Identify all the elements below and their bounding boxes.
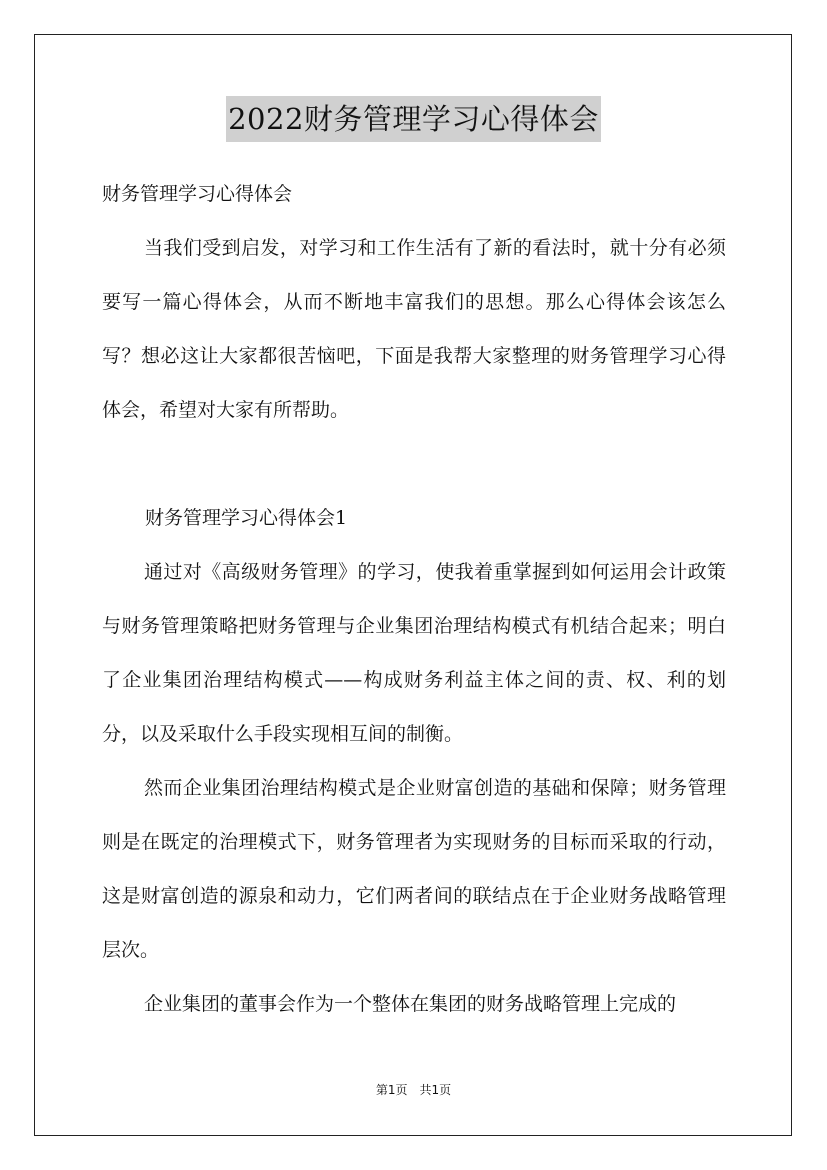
section-heading: 财务管理学习心得体会1: [145, 507, 348, 529]
intro-heading: 财务管理学习心得体会: [102, 183, 293, 205]
body-paragraph-3: 企业集团的董事会作为一个整体在集团的财务战略管理上完成的: [144, 993, 677, 1015]
intro-paragraph: 当我们受到启发，对学习和工作生活有了新的看法时，就十分有必须要写一篇心得体会，从而不断地丰富我们的思想。那么心得体会该怎么写？想必这让大家都很苦恼吧，下面是我帮大家整理的财务管理学习心得体会，希望对大家有所帮助。: [102, 237, 726, 421]
body-paragraph-2: 然而企业集团治理结构模式是企业财富创造的基础和保障；财务管理则是在既定的治理模式下，财务管理者为实现财务的目标而采取的行动，这是财富创造的源泉和动力，它们两者间的联结点在于企业财务战略管理层次。: [102, 777, 726, 961]
document-title: 2022财务管理学习心得体会: [226, 96, 601, 142]
body-paragraph-1: 通过对《高级财务管理》的学习，使我着重掌握到如何运用会计政策与财务管理策略把财务管理与企业集团治理结构模式有机结合起来；明白了企业集团治理结构模式——构成财务利益主体之间的责、权、利的划分，以及采取什么手段实现相互间的制衡。: [102, 561, 726, 745]
title-container: [0, 96, 827, 142]
page-number-footer: 第1页 共1页: [375, 1083, 452, 1097]
